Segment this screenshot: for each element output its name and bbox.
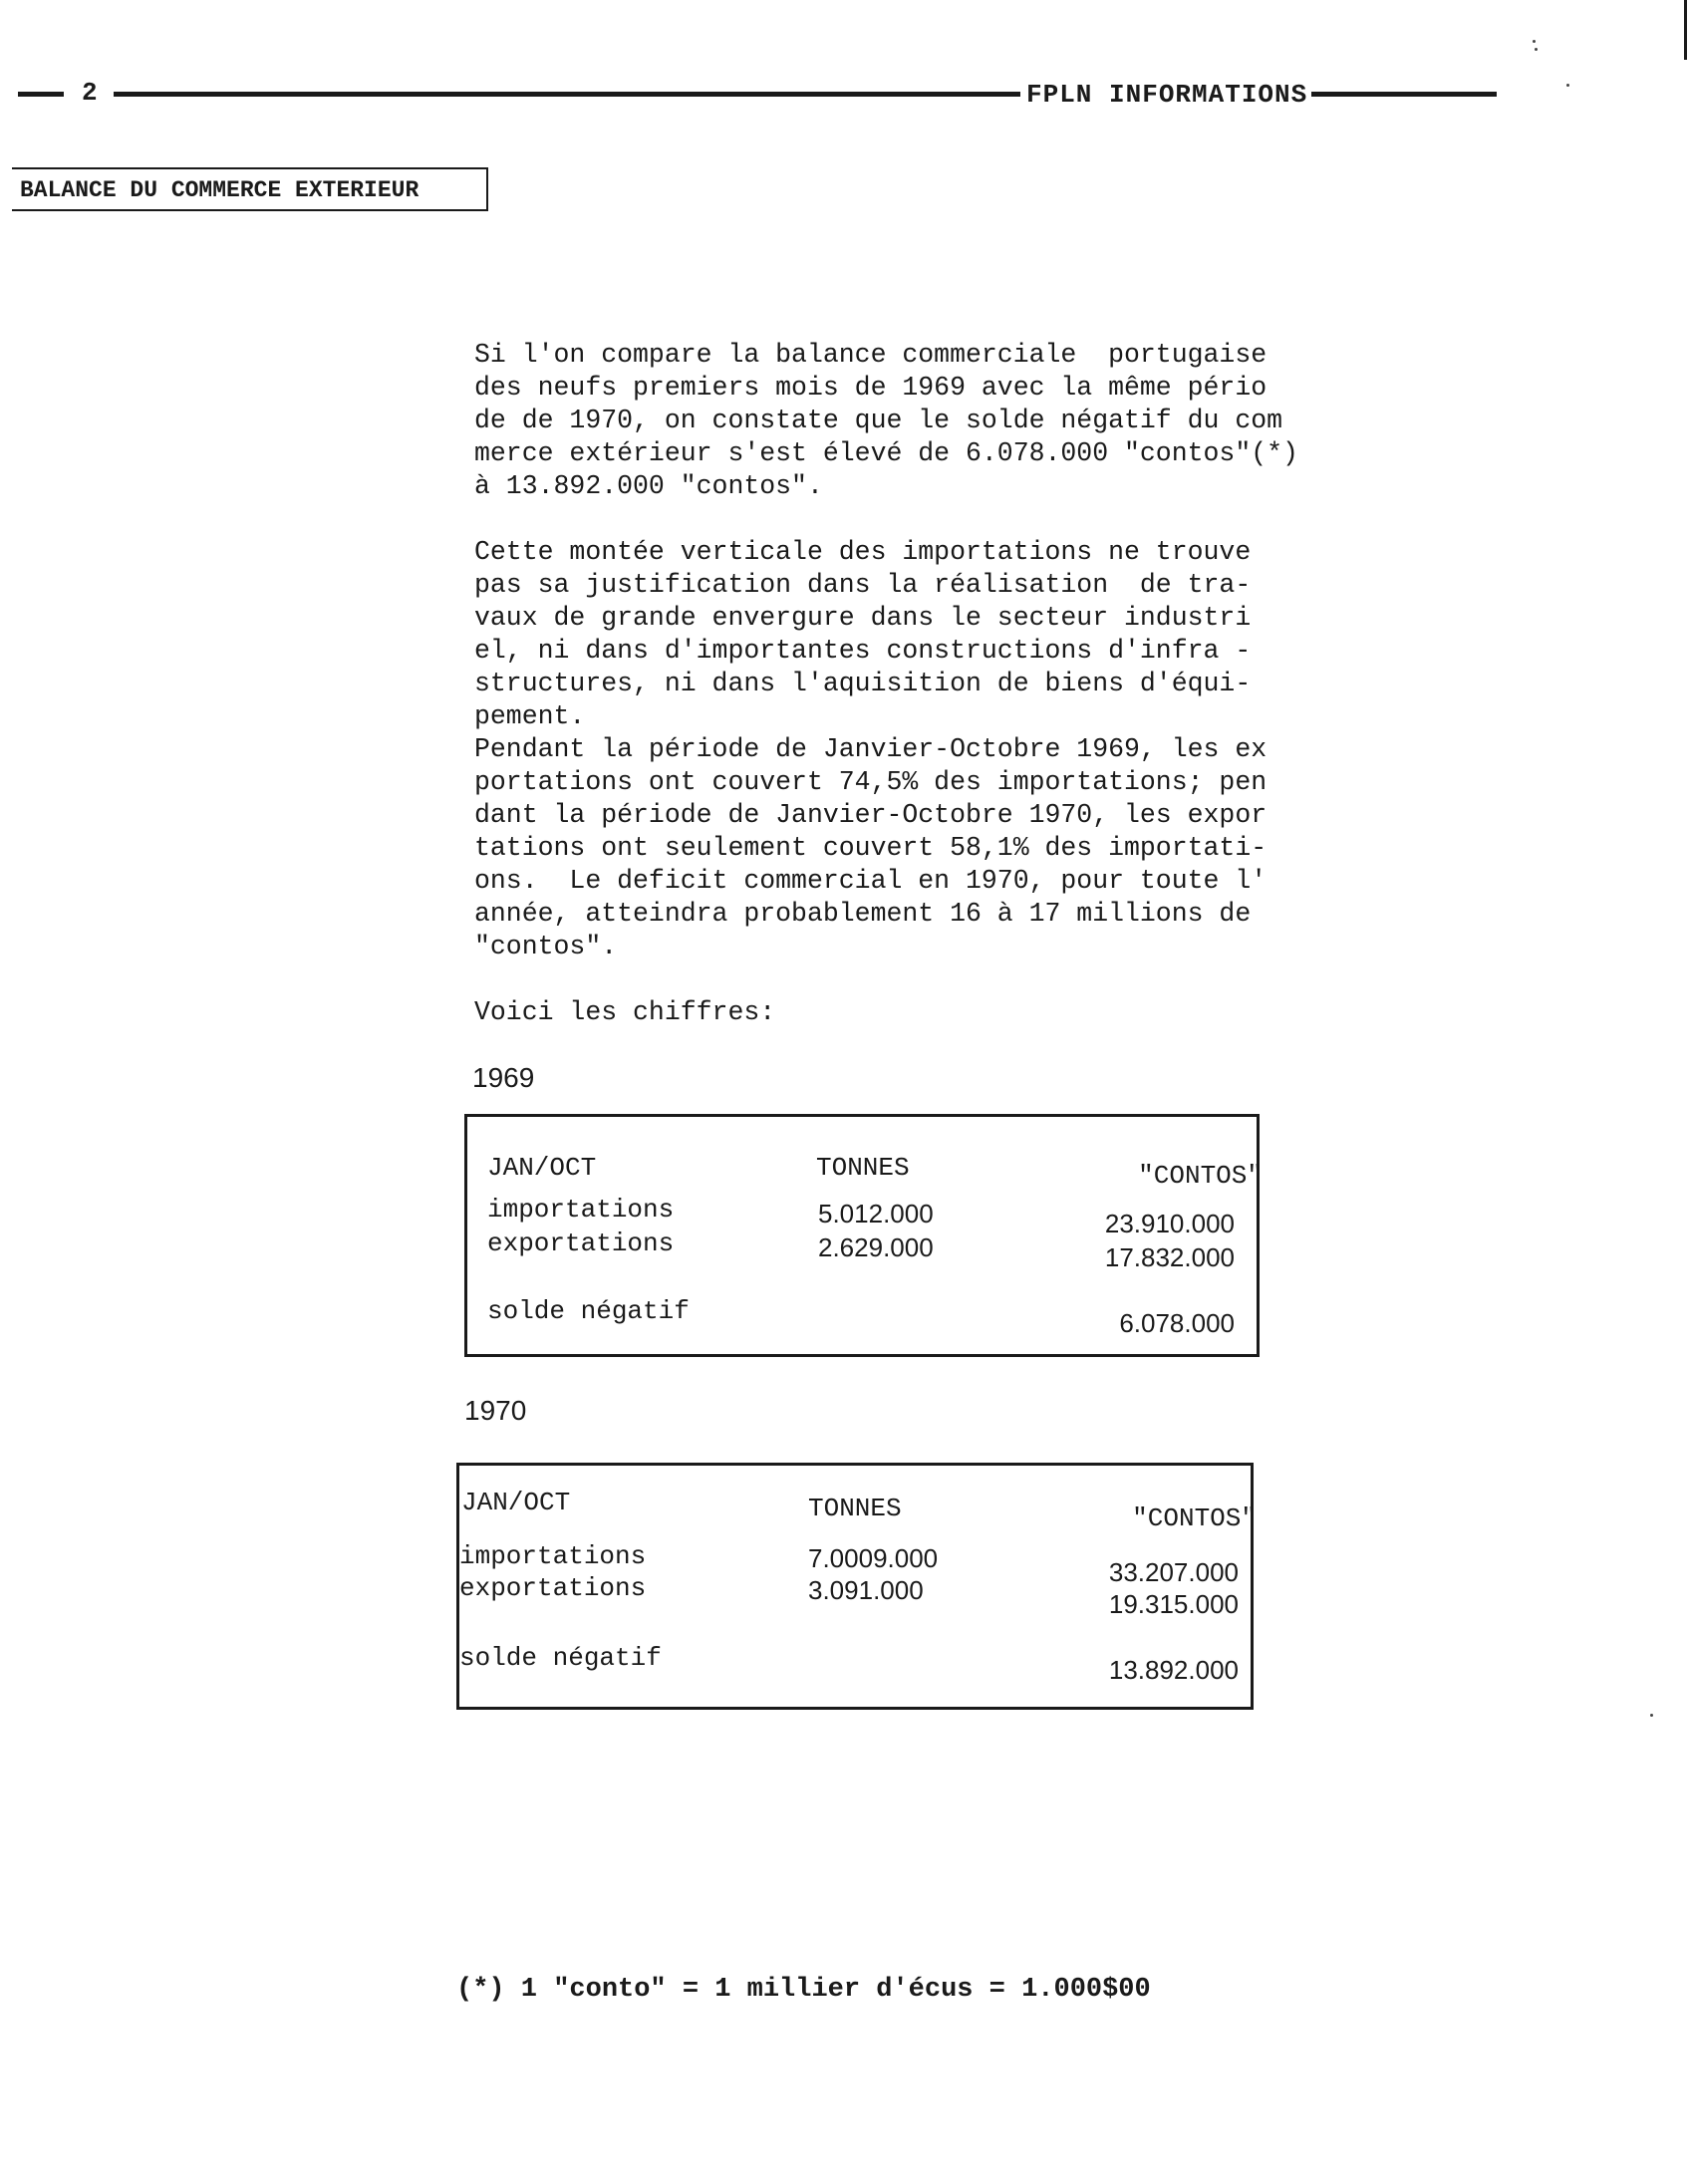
row-contos-importations: 23.910.000 [1104, 1209, 1235, 1238]
row-tonnes-importations: 7.0009.000 [808, 1543, 939, 1573]
text-line: année, atteindra probablement 16 à 17 millions de [474, 899, 1252, 929]
table-header-tonnes: TONNES [808, 1494, 902, 1523]
table-header-period: JAN/OCT [461, 1488, 571, 1517]
year-label-1969: 1969 [472, 1062, 535, 1093]
header-rule-middle [114, 92, 1020, 97]
text-line: Pendant la période de Janvier-Octobre 1969, les ex [474, 734, 1268, 764]
text-line: Si l'on compare la balance commerciale portugaise [474, 340, 1268, 370]
paragraph-1 [474, 339, 1311, 503]
text-line: portations ont couvert 74,5% des importations; pen [474, 767, 1268, 797]
footnote: (*) 1 "conto" = 1 millier d'écus = 1.000$00 [456, 1975, 1151, 2005]
row-label-importations: importations [459, 1541, 647, 1571]
text-line: des neufs premiers mois de 1969 avec la même pério [474, 373, 1268, 403]
paragraph-3 [474, 733, 1311, 963]
text-line: pas sa justification dans la réalisation de tra- [474, 570, 1252, 600]
text-line: tations ont seulement couvert 58,1% des importati- [474, 833, 1268, 863]
text-line: el, ni dans d'importantes constructions d'infra - [474, 636, 1252, 666]
table-header-contos: "CONTOS" [1132, 1503, 1257, 1533]
figures-intro: Voici les chiffres: [474, 997, 776, 1027]
paragraph-2 [474, 536, 1311, 733]
text-line: structures, ni dans l'aquisition de biens d'équi- [474, 669, 1252, 698]
text-line: Cette montée verticale des importations ne trouve [474, 537, 1252, 567]
text-line: vaux de grande envergure dans le secteur industri [474, 603, 1252, 633]
table-header-tonnes: TONNES [816, 1153, 910, 1183]
text-line: merce extérieur s'est élevé de 6.078.000 "contos"(*) [474, 438, 1298, 468]
row-label-exportations: exportations [487, 1228, 675, 1258]
row-contos-exportations: 19.315.000 [1108, 1589, 1239, 1619]
row-contos-exportations: 17.832.000 [1104, 1242, 1235, 1272]
total-contos: 13.892.000 [1108, 1655, 1239, 1685]
text-line: "contos". [474, 932, 618, 961]
scan-edge-mark [1684, 0, 1687, 60]
row-tonnes-importations: 5.012.000 [818, 1199, 934, 1228]
publication-title: FPLN INFORMATIONS [1026, 80, 1308, 110]
text-line: dant la période de Janvier-Octobre 1970, les expor [474, 800, 1268, 830]
text-line: à 13.892.000 "contos". [474, 471, 823, 501]
page-header [18, 78, 1497, 110]
row-contos-importations: 33.207.000 [1108, 1557, 1239, 1587]
row-tonnes-exportations: 3.091.000 [808, 1575, 924, 1605]
table-1970 [456, 1463, 1257, 1710]
section-title-box [12, 167, 488, 211]
scan-speck [1566, 84, 1569, 87]
article-body [474, 339, 1311, 1029]
scan-speck [1535, 48, 1538, 51]
header-rule-right [1311, 92, 1497, 97]
row-label-importations: importations [487, 1195, 675, 1225]
total-label: solde négatif [459, 1643, 662, 1673]
row-label-exportations: exportations [459, 1573, 647, 1603]
text-line: de de 1970, on constate que le solde négatif du com [474, 406, 1283, 435]
table-header-contos: "CONTOS" [1138, 1161, 1263, 1191]
section-title: BALANCE DU COMMERCE EXTERIEUR [20, 177, 420, 203]
row-tonnes-exportations: 2.629.000 [818, 1232, 934, 1262]
text-line: pement. [474, 701, 586, 731]
page-number: 2 [82, 78, 98, 108]
table-1969 [464, 1114, 1263, 1357]
header-rule-left [18, 92, 64, 97]
text-line: ons. Le deficit commercial en 1970, pour toute l' [474, 866, 1268, 896]
table-header-period: JAN/OCT [487, 1153, 597, 1183]
scan-speck [1533, 40, 1536, 43]
year-label-1970: 1970 [464, 1395, 527, 1426]
scan-speck [1650, 1714, 1653, 1717]
total-contos: 6.078.000 [1119, 1308, 1235, 1338]
total-label: solde négatif [487, 1296, 690, 1326]
